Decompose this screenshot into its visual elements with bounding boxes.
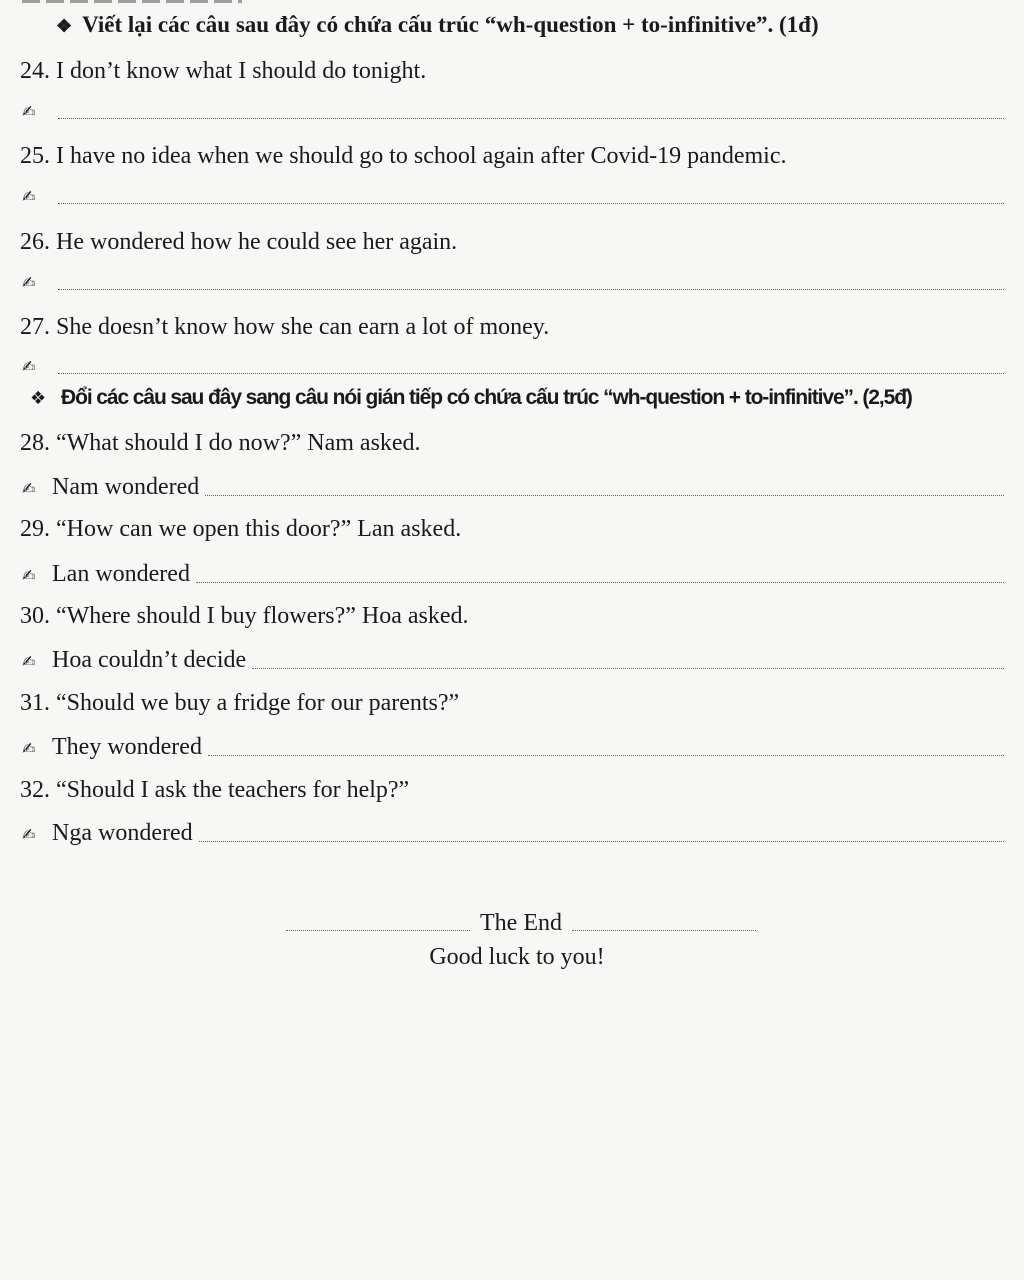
question-30: 30. “Where should I buy flowers?” Hoa asked. bbox=[20, 603, 469, 629]
diamond-bullet-icon: ❖ bbox=[30, 388, 46, 408]
question-32: 32. “Should I ask the teachers for help?” bbox=[20, 777, 410, 803]
pen-icon: ✍ bbox=[22, 357, 36, 376]
dotted-answer-line bbox=[199, 841, 1004, 842]
dotted-answer-line bbox=[205, 495, 1004, 496]
cropped-header-fragment bbox=[22, 0, 242, 3]
pen-icon: ✍ bbox=[22, 479, 36, 498]
answer-line-26[interactable] bbox=[22, 271, 1004, 295]
question-28: 28. “What should I do now?” Nam asked. bbox=[20, 430, 421, 456]
answer-prompt: Nga wondered bbox=[52, 820, 193, 846]
answer-line-24[interactable] bbox=[22, 100, 1004, 124]
dotted-divider bbox=[572, 930, 756, 931]
pen-icon: ✍ bbox=[22, 102, 36, 121]
pen-icon: ✍ bbox=[22, 825, 36, 844]
dotted-divider bbox=[286, 930, 470, 931]
dotted-answer-line bbox=[196, 582, 1004, 583]
dotted-answer-line bbox=[58, 203, 1004, 204]
question-29: 29. “How can we open this door?” Lan asked. bbox=[20, 516, 462, 542]
question-27: 27. She doesn’t know how she can earn a lot of money. bbox=[20, 314, 550, 340]
section1-instruction: Viết lại các câu sau đây có chứa cấu trúc “wh-question + to-infinitive”. (1đ) bbox=[82, 12, 819, 37]
pen-icon: ✍ bbox=[22, 187, 36, 206]
answer-line-27[interactable] bbox=[22, 355, 1004, 379]
dotted-answer-line bbox=[208, 755, 1004, 756]
answer-line-28[interactable] bbox=[22, 474, 1004, 501]
dotted-answer-line bbox=[58, 118, 1004, 119]
answer-prompt: Nam wondered bbox=[52, 474, 200, 500]
answer-line-30[interactable] bbox=[22, 647, 1004, 674]
answer-prompt: Lan wondered bbox=[52, 561, 190, 587]
section2-instruction: Đổi các câu sau đây sang câu nói gián tiếp có chứa cấu trúc “wh-question + to-infinitive”. (2,5đ) bbox=[61, 386, 912, 409]
question-31: 31. “Should we buy a fridge for our parents?” bbox=[20, 690, 460, 716]
good-luck-text: Good luck to you! bbox=[429, 944, 605, 970]
the-end-text: The End bbox=[480, 910, 562, 936]
pen-icon: ✍ bbox=[22, 273, 36, 292]
section1-heading bbox=[56, 12, 819, 38]
question-24: 24. I don’t know what I should do tonight. bbox=[20, 58, 427, 84]
answer-line-29[interactable] bbox=[22, 561, 1004, 588]
section2-heading bbox=[30, 386, 912, 410]
question-25: 25. I have no idea when we should go to school again after Covid-19 pandemic. bbox=[20, 143, 787, 169]
dotted-answer-line bbox=[58, 289, 1004, 290]
pen-icon: ✍ bbox=[22, 652, 36, 671]
answer-line-32[interactable] bbox=[22, 820, 1004, 847]
the-end-banner bbox=[286, 910, 756, 937]
answer-line-31[interactable] bbox=[22, 734, 1004, 761]
answer-prompt: They wondered bbox=[52, 734, 202, 760]
diamond-bullet-icon: ❖ bbox=[56, 16, 73, 36]
dotted-answer-line bbox=[252, 668, 1004, 669]
answer-prompt: Hoa couldn’t decide bbox=[52, 647, 247, 673]
answer-line-25[interactable] bbox=[22, 185, 1004, 209]
dotted-answer-line bbox=[58, 373, 1004, 374]
pen-icon: ✍ bbox=[22, 566, 36, 585]
question-26: 26. He wondered how he could see her again. bbox=[20, 229, 458, 255]
pen-icon: ✍ bbox=[22, 739, 36, 758]
